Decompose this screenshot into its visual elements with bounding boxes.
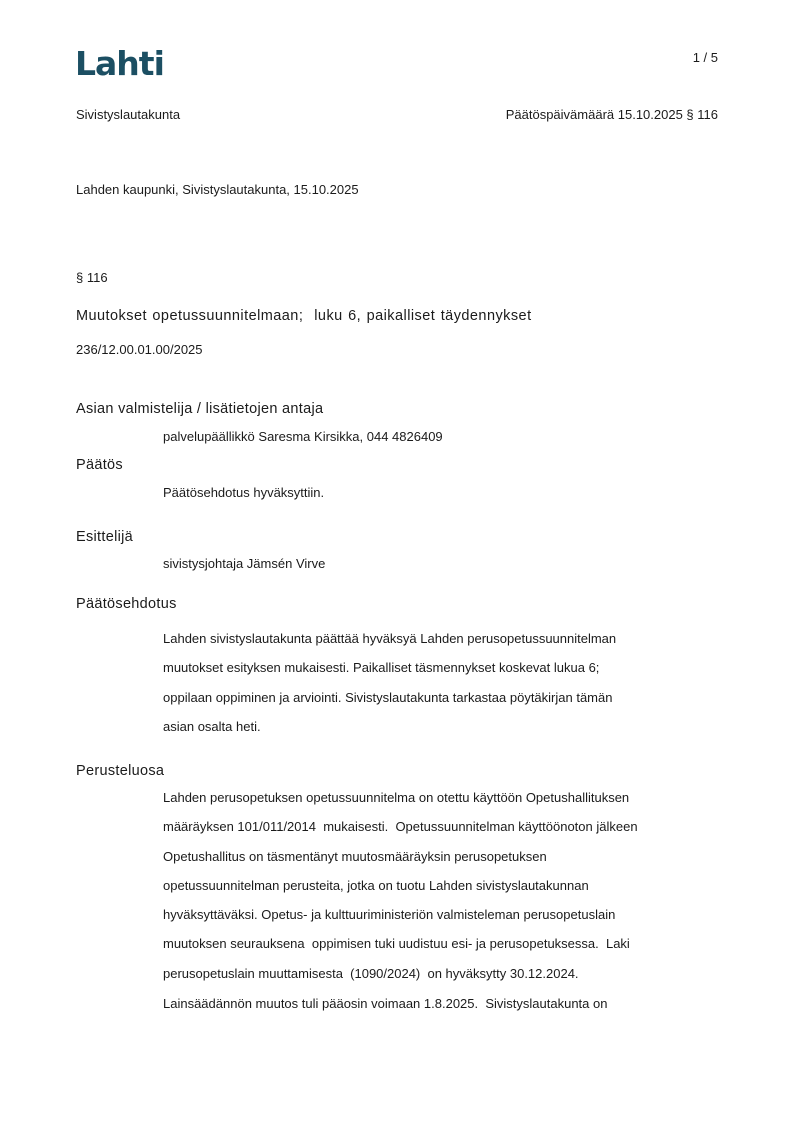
field-label-proposal: Päätösehdotus bbox=[76, 596, 177, 612]
justification-line: Opetushallitus on täsmentänyt muutosmääräyksin perusopetuksen bbox=[163, 849, 547, 864]
proposal-line: oppilaan oppiminen ja arviointi. Sivistyslautakunta tarkastaa pöytäkirjan tämän bbox=[163, 690, 613, 705]
field-value-presenter: sivistysjohtaja Jämsén Virve bbox=[163, 556, 326, 571]
field-label-justification: Perusteluosa bbox=[76, 763, 165, 779]
record-id: 236/12.00.01.00/2025 bbox=[76, 342, 203, 357]
decision-date: Päätöspäivämäärä 15.10.2025 § 116 bbox=[505, 107, 718, 122]
justification-line: muutoksen seurauksena oppimisen tuki uudistuu esi- ja perusopetuksessa. Laki bbox=[163, 936, 630, 951]
section-number: § 116 bbox=[76, 270, 108, 285]
section-title: Muutokset opetussuunnitelmaan; luku 6, paikalliset täydennykset bbox=[76, 308, 532, 324]
field-label-presenter: Esittelijä bbox=[76, 529, 133, 545]
field-value-preparer: palvelupäällikkö Saresma Kirsikka, 044 4826409 bbox=[163, 429, 443, 444]
justification-line: opetussuunnitelman perusteita, jotka on tuotu Lahden sivistyslautakunnan bbox=[163, 878, 589, 893]
proposal-line: Lahden sivistyslautakunta päättää hyväksyä Lahden perusopetussuunnitelman bbox=[163, 631, 617, 646]
meeting-line: Lahden kaupunki, Sivistyslautakunta, 15.10.2025 bbox=[76, 182, 359, 197]
proposal-line: muutokset esityksen mukaisesti. Paikalliset täsmennykset koskevat lukua 6; bbox=[163, 660, 600, 675]
justification-line: Lahden perusopetuksen opetussuunnitelma on otettu käyttöön Opetushallituksen bbox=[163, 790, 630, 805]
committee-name: Sivistyslautakunta bbox=[76, 107, 181, 122]
field-label-decision: Päätös bbox=[76, 457, 123, 473]
justification-line: hyväksyttäväksi. Opetus- ja kulttuuriministeriön valmisteleman perusopetuslain bbox=[163, 907, 616, 922]
page-number: 1 / 5 bbox=[692, 50, 718, 65]
field-value-decision: Päätösehdotus hyväksyttiin. bbox=[163, 485, 325, 500]
justification-line: määräyksen 101/011/2014 mukaisesti. Opetussuunnitelman käyttöönoton jälkeen bbox=[163, 819, 638, 834]
proposal-line: asian osalta heti. bbox=[163, 719, 261, 734]
justification-line: perusopetuslain muuttamisesta (1090/2024) on hyväksytty 30.12.2024. bbox=[163, 966, 579, 981]
lahti-logo: Lahti bbox=[75, 44, 164, 83]
field-label-preparer: Asian valmistelija / lisätietojen antaja bbox=[76, 401, 324, 417]
justification-line: Lainsäädännön muutos tuli pääosin voimaan 1.8.2025. Sivistyslautakunta on bbox=[163, 996, 608, 1011]
